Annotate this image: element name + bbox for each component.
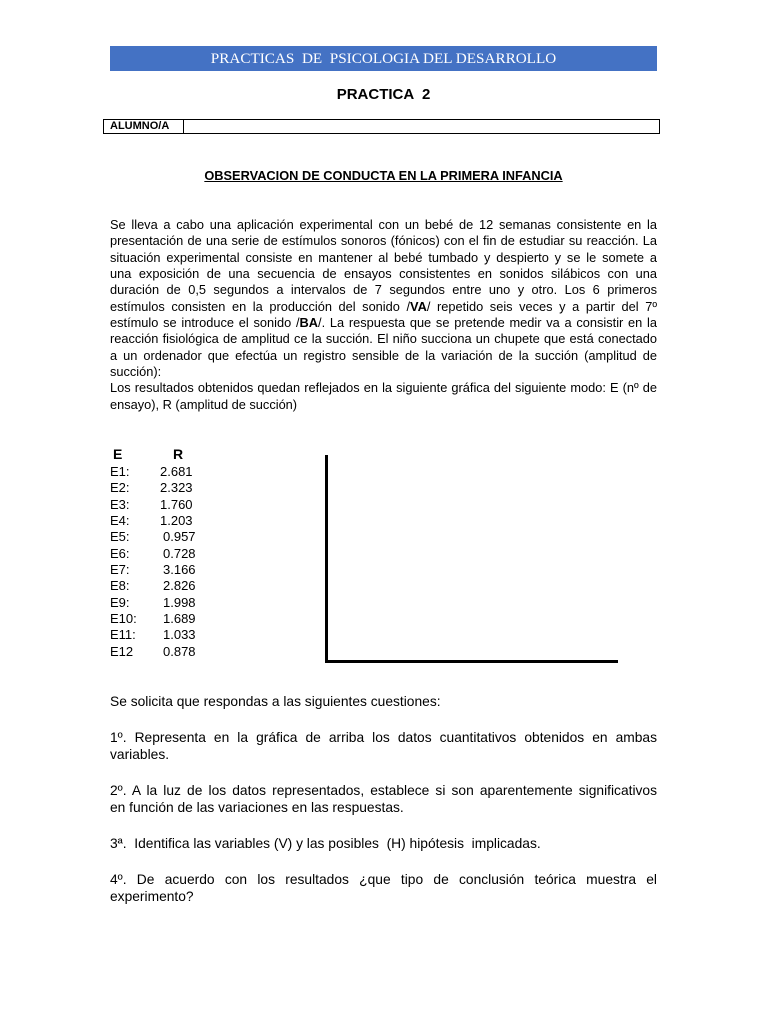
intro-line: presentación de una serie de estímulos sonoros (fónicos) con el fin de estudiar su reacción. La	[110, 233, 657, 249]
question-line: 3ª. Identifica las variables (V) y las posibles (H) hipótesis implicadas.	[110, 836, 541, 851]
question-line: variables.	[110, 746, 170, 762]
questions-prompt-block	[110, 694, 657, 711]
intro-line-text: /. La respuesta que se pretende medir va a consistir en la	[318, 315, 658, 331]
header-bar	[110, 46, 657, 71]
table-row	[110, 480, 220, 496]
trial-label: E7:	[110, 562, 130, 578]
stimulus-syllable-va: VA	[410, 298, 427, 314]
trial-label: E12	[110, 643, 134, 659]
results-table-body	[110, 464, 230, 660]
intro-line: una exposición de una secuencia de ensayos consistentes en sonidos silábicos con una	[110, 266, 657, 282]
question-line: 1º. Representa en la gráfica de arriba los datos cuantitativos obtenidos en ambas	[110, 730, 657, 745]
intro-line: reacción fisiológica de amplitud ce la succión. El niño succiona un chupete que está conectado	[110, 331, 657, 347]
question-line: experimento?	[110, 888, 194, 904]
amplitude-value: 3.166	[163, 562, 196, 578]
question-line: 2º. A la luz de los datos representados, establece si son aparentemente significativos	[110, 783, 657, 798]
amplitude-value: 1.760	[160, 496, 193, 512]
intro-line: succión):	[110, 364, 162, 380]
amplitude-value: 2.826	[163, 578, 196, 594]
results-table	[110, 446, 230, 666]
amplitude-value: 1.998	[163, 594, 196, 610]
intro-line: situación experimental consiste en mantener al bebé tumbado y despierto y se le somete a	[110, 249, 657, 265]
trial-label: E11:	[110, 627, 136, 643]
intro-line: duración de 0,5 segundos a intervalos de 7 segundos entre uno y otro. Los 6 primeros	[110, 282, 657, 298]
question-line: 4º. De acuerdo con los resultados ¿que tipo de conclusión teórica muestra el	[110, 872, 657, 887]
results-table-header	[110, 446, 230, 464]
trial-label: E4:	[110, 513, 130, 529]
intro-line: a un ordenador que efectúa un registro sensible de la variación de la succión (amplitud de	[110, 347, 657, 363]
amplitude-value: 0.728	[163, 545, 196, 561]
intro-line-text: estímulo se introduce el sonido /	[110, 315, 300, 331]
student-name-row	[103, 119, 660, 134]
questions-prompt: Se solicita que respondas a las siguientes cuestiones:	[110, 694, 441, 709]
intro-line-text: estímulos consisten en la producción del sonido /	[110, 298, 411, 314]
trial-label: E1:	[110, 464, 130, 479]
amplitude-value: 1.689	[163, 611, 196, 627]
trial-label: E3:	[110, 496, 130, 512]
question-line: en función de las variaciones en las respuestas.	[110, 799, 404, 815]
course-title: PRACTICAS DE PSICOLOGIA DEL DESARROLLO	[210, 50, 557, 67]
intro-line-text: / repetido seis veces y a partir del 7º	[426, 298, 657, 314]
question-item	[110, 783, 657, 817]
amplitude-value: 1.203	[160, 513, 193, 529]
column-header-e: E	[113, 446, 123, 462]
table-row	[110, 562, 220, 578]
table-row	[110, 578, 220, 594]
student-label: ALUMNO/A	[104, 120, 184, 133]
intro-paragraph	[110, 217, 657, 413]
column-header-r: R	[173, 446, 184, 462]
student-name-field	[184, 120, 659, 133]
trial-label: E2:	[110, 480, 130, 496]
stimulus-syllable-ba: BA	[299, 315, 319, 331]
amplitude-value: 2.323	[160, 480, 193, 496]
amplitude-value: 1.033	[163, 627, 196, 643]
intro-line: Se lleva a cabo una aplicación experimental con un bebé de 12 semanas consistente en la	[110, 217, 657, 232]
trial-label: E5:	[110, 529, 130, 545]
amplitude-value: 2.681	[160, 464, 193, 479]
table-row	[110, 464, 220, 480]
intro-line	[110, 299, 657, 315]
trial-label: E10:	[110, 611, 137, 627]
graph-y-axis	[325, 455, 328, 663]
table-row	[110, 513, 220, 529]
amplitude-value: 0.878	[163, 643, 196, 659]
table-row	[110, 546, 220, 562]
trial-label: E6:	[110, 545, 130, 561]
table-row	[110, 611, 220, 627]
table-row	[110, 529, 220, 545]
table-row	[110, 595, 220, 611]
questions-section	[110, 694, 657, 914]
table-row	[110, 497, 220, 513]
section-title: OBSERVACION DE CONDUCTA EN LA PRIMERA INFANCIA	[204, 168, 563, 183]
amplitude-value: 0.957	[163, 529, 196, 545]
question-item	[110, 872, 657, 906]
question-item	[110, 730, 657, 764]
trial-label: E8:	[110, 578, 130, 594]
intro-line	[110, 315, 657, 331]
practice-number: PRACTICA 2	[336, 86, 431, 103]
table-row	[110, 627, 220, 643]
table-row	[110, 644, 220, 660]
question-item	[110, 836, 657, 853]
trial-label: E9:	[110, 594, 130, 610]
graph-x-axis	[325, 660, 618, 663]
intro-line: ensayo), R (amplitud de succión)	[110, 396, 298, 412]
answer-graph	[325, 455, 618, 663]
intro-line: Los resultados obtenidos quedan reflejados en la siguiente gráfica del siguiente modo: E (nº de	[110, 380, 657, 396]
